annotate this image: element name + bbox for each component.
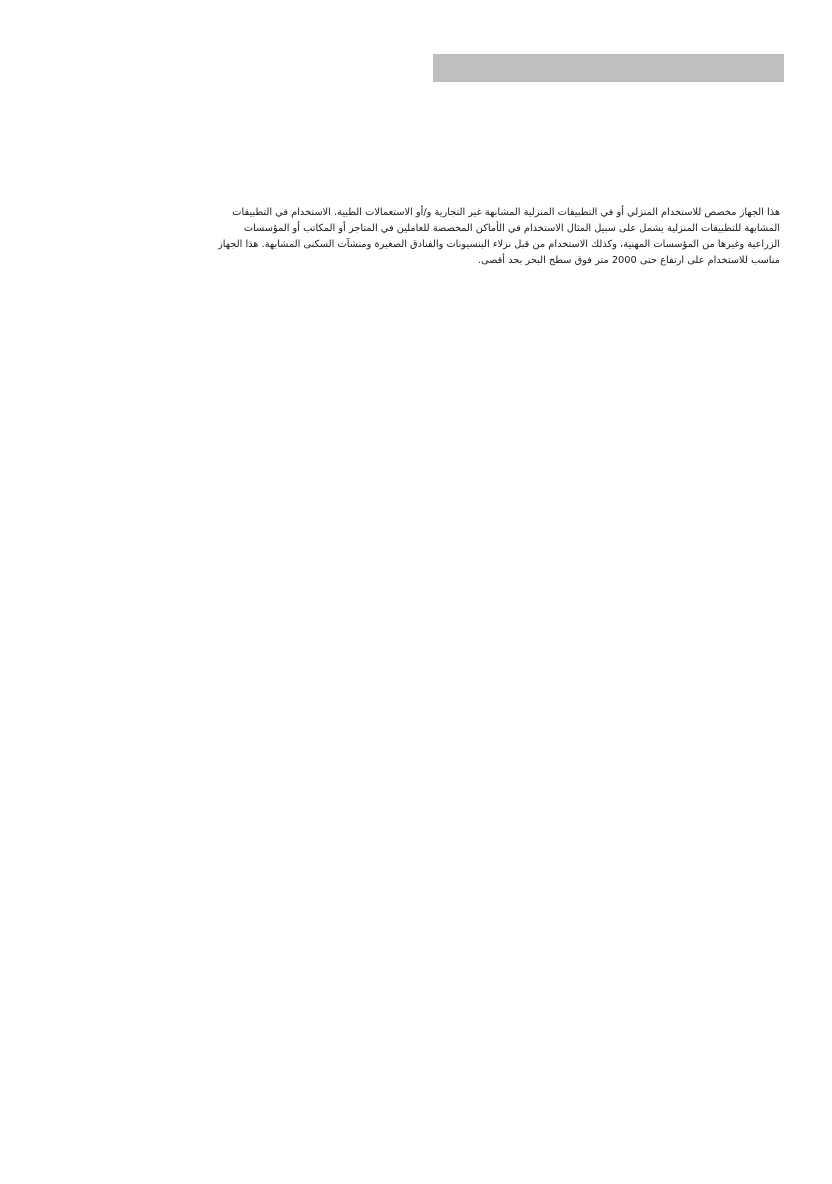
- header-bar: [433, 54, 784, 82]
- notice-line: هذا الجهاز مخصص للاستخدام المنزلي أو في التطبيقات المنزلية المشابهة غير التجارية و/أو الاستعمالات الطبية. الاستخدام في التطبيقات: [232, 207, 780, 218]
- appliance-usage-notice: [180, 205, 780, 269]
- notice-line: الزراعية وغيرها من المؤسسات المهنية، وكذلك الاستخدام من قبل نزلاء البنسيونات والفنادق الصغيرة ومنشآت السكنى المشابهة. هذا الجهاز: [218, 239, 780, 250]
- notice-line: مناسب للاستخدام على ارتفاع حتى 2000 متر فوق سطح البحر بحد أقصى.: [477, 255, 780, 266]
- notice-line: المشابهة للتطبيقات المنزلية يشمل على سبيل المثال الاستخدام في الأماكن المخصصة للعاملين في المتاجر أو المكاتب أو المؤسسات: [243, 223, 780, 234]
